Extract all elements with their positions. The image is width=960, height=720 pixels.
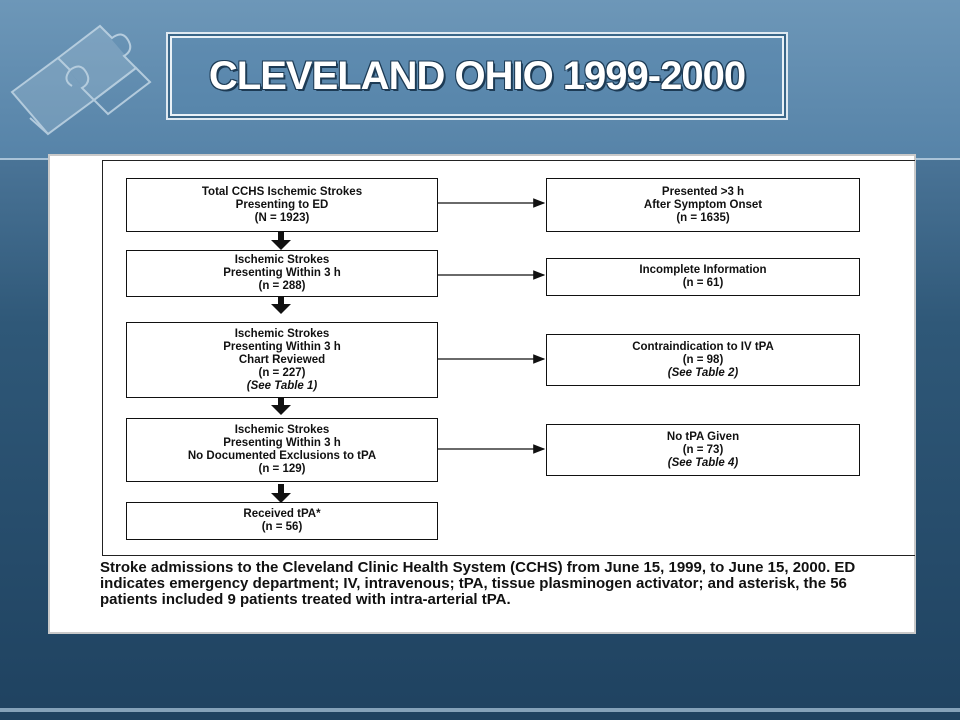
side-box-3 [546, 334, 860, 386]
main-box-5 [126, 502, 438, 540]
flowchart-figure [48, 154, 916, 634]
side-box-1 [546, 178, 860, 232]
box-line: Ischemic Strokes [234, 254, 330, 266]
box-line: Contraindication to IV tPA [632, 340, 774, 353]
footer-divider [0, 708, 960, 712]
slide-title: CLEVELAND OHIO 1999-2000 [208, 53, 746, 98]
main-box-1 [126, 178, 438, 232]
slide-title-box [170, 36, 784, 116]
box-table-ref: (See Table 4) [667, 456, 739, 469]
box-line: Total CCHS Ischemic Strokes [201, 185, 363, 198]
box-line: No tPA Given [666, 430, 740, 443]
box-line: Presenting Within 3 h [223, 437, 341, 449]
box-line: (n = 98) [682, 353, 724, 366]
side-box-4 [546, 424, 860, 476]
figure-caption: Stroke admissions to the Cleveland Clinic Health System (CCHS) from June 15, 1999, to June 15, 2000. ED indicates emergency department; IV, intravenous; tPA, tissue plasminogen activator; and asterisk, the 56 patients included 9 patients treated with intra-arterial tPA. [100, 559, 856, 608]
main-box-2 [126, 250, 438, 297]
box-line: Incomplete Information [639, 264, 767, 276]
box-line: (n = 129) [258, 463, 306, 475]
box-line: (N = 1923) [254, 211, 310, 224]
box-line: Presenting to ED [235, 198, 329, 211]
box-table-ref: (See Table 1) [246, 379, 318, 392]
box-line: (n = 227) [258, 366, 306, 379]
side-box-2 [546, 258, 860, 296]
main-box-4 [126, 418, 438, 482]
box-line: Ischemic Strokes [234, 327, 330, 340]
box-line: (n = 73) [682, 443, 724, 456]
box-line: (n = 56) [261, 521, 303, 533]
right-arrow-group [436, 203, 544, 449]
main-box-3 [126, 322, 438, 398]
box-line: Presented >3 h [661, 185, 745, 198]
box-line: (n = 288) [258, 280, 306, 292]
box-line: (n = 61) [682, 277, 724, 289]
puzzle-logo-icon [0, 0, 170, 160]
box-line: (n = 1635) [676, 211, 730, 224]
box-line: No Documented Exclusions to tPA [187, 450, 377, 462]
box-line: Received tPA* [243, 508, 321, 520]
box-line: Ischemic Strokes [234, 424, 330, 436]
box-line: After Symptom Onset [643, 198, 763, 211]
box-line: Presenting Within 3 h [223, 340, 341, 353]
box-table-ref: (See Table 2) [667, 366, 739, 379]
box-line: Chart Reviewed [238, 353, 326, 366]
box-line: Presenting Within 3 h [223, 267, 341, 279]
